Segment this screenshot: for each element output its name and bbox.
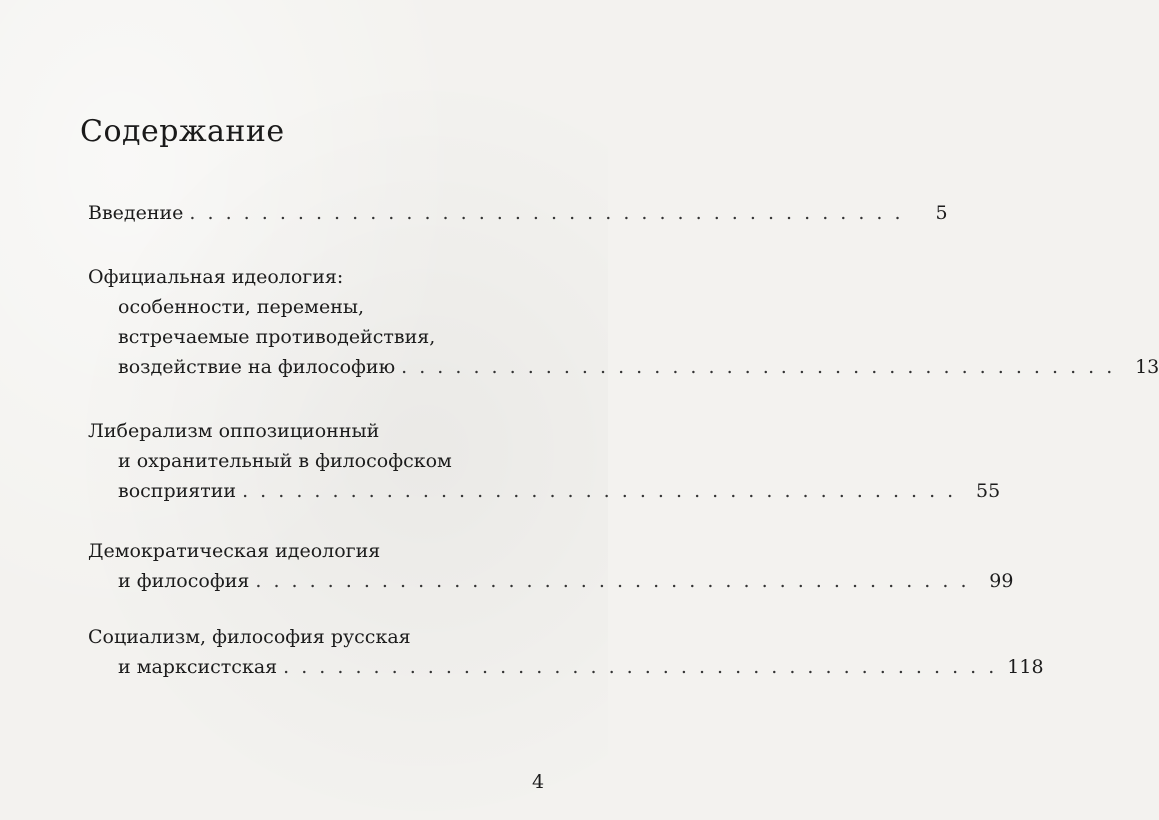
- toc-entry-title-continued: и охранительный в философском: [118, 450, 452, 472]
- toc-page-number: 118: [1007, 656, 1044, 678]
- toc-entry-title-continued: особенности, перемены,: [118, 296, 365, 318]
- toc-entry-official-ideology: [88, 262, 1159, 382]
- dot-leader: . . . . . . . . . . . . . . . . . . . . . . . . . . . . . . . . . . . . . . . .: [401, 356, 1116, 378]
- toc-entry-socialism: [88, 622, 1044, 682]
- dot-leader: . . . . . . . . . . . . . . . . . . . . . . . . . . . . . . . . . . . . . . . .: [242, 480, 957, 502]
- toc-entry-title: Либерализм оппозиционный: [88, 420, 380, 442]
- toc-entry-liberalism: [88, 416, 1001, 506]
- toc-page-number: 55: [976, 480, 1001, 502]
- toc-entry-title-continued: восприятии: [118, 480, 237, 502]
- toc-entry-title: Социализм, философия русская: [88, 626, 411, 648]
- toc-entry-title-continued: воздействие на философию: [118, 356, 396, 378]
- toc-line: [88, 652, 1044, 682]
- toc-line: [88, 322, 554, 352]
- toc-line: [88, 198, 948, 228]
- page-number: 4: [532, 771, 545, 793]
- dot-leader: . . . . . . . . . . . . . . . . . . . . . . . . . . . . . . . . . . . . . . . .: [189, 202, 904, 224]
- toc-entry-title: Официальная идеология:: [88, 266, 344, 288]
- dot-leader: . . . . . . . . . . . . . . . . . . . . . . . . . . . . . . . . . . . . . . . .: [255, 570, 970, 592]
- toc-entry-title-continued: встречаемые противодействия,: [118, 326, 436, 348]
- toc-entry-title-continued: и философия: [118, 570, 250, 592]
- toc-line: [88, 536, 554, 566]
- toc-page-number: 5: [935, 202, 948, 224]
- dot-leader: . . . . . . . . . . . . . . . . . . . . . . . . . . . . . . . . . . . . . . . .: [283, 656, 998, 678]
- toc-entry-title: Введение: [88, 202, 184, 224]
- toc-entry-title: Демократическая идеология: [88, 540, 381, 562]
- toc-line: [88, 292, 554, 322]
- toc-line: [88, 416, 554, 446]
- toc-page-number: 13: [1135, 356, 1159, 378]
- toc-entry-democratic-ideology: [88, 536, 1014, 596]
- toc-line: [88, 352, 1159, 382]
- toc-page-number: 99: [989, 570, 1014, 592]
- toc-entry-introduction: [88, 198, 948, 228]
- toc-line: [88, 446, 554, 476]
- toc-line: [88, 262, 554, 292]
- toc-line: [88, 566, 1014, 596]
- toc-entry-title-continued: и марксистская: [118, 656, 278, 678]
- toc-line: [88, 622, 554, 652]
- toc-line: [88, 476, 1001, 506]
- page-title: Содержание: [80, 114, 285, 149]
